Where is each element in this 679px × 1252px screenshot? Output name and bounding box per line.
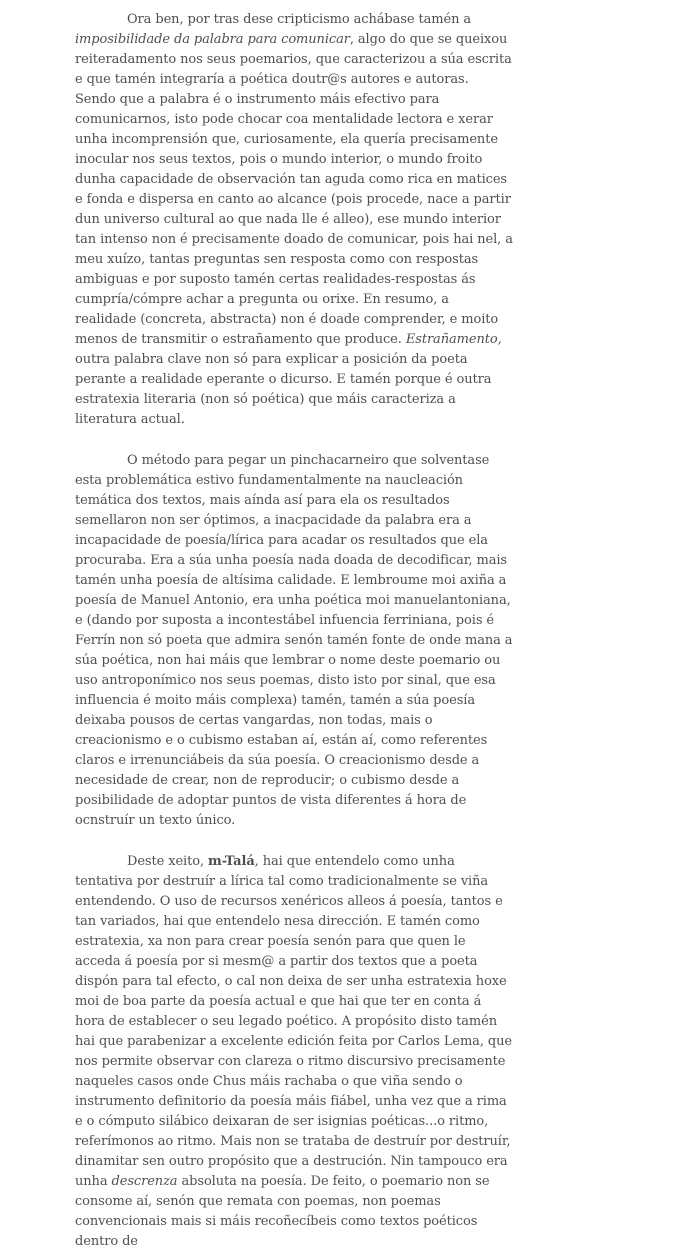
text-run-normal: O método para pegar un pinchacarneiro que solventase esta problemática estivo fundamentalmente na naucleación temática dos textos, mais aínda así para ela os resultados semellaron non ser óptimos, a inacpacidade da palabra era a incapacidade de poesía/lírica para acadar os resultados que ela procuraba. Era a súa unha poesía nada doada de decodificar, mais tamén unha poesía de altísima calidade. E lembroume moi axiña a poesía de Manuel Antonio, era unha poética moi manuelantoniana, e (dando por suposta a incontestábel infuencia ferriniana, pois é Ferrín non só poeta que admira senón tamén fonte de onde mana a súa poética, non hai máis que lembrar o nome deste poemario ou uso antroponímico nos seus poemas, disto isto por sinal, que esa influencia é moito máis complexa) tamén, tamén a súa poesía deixaba pousos de certas vangardas, non todas, mais o creacionismo e o cubismo estaban aí, están aí, como referentes claros e irrenunciábeis da súa poesía. O creacionismo desde a necesidade de crear, non de reproducir; o cubismo desde a posibilidade de adoptar puntos de vista diferentes á hora de ocnstruír un texto único.	[75, 453, 513, 828]
text-run-normal: Deste xeito,	[127, 854, 209, 869]
text-run-normal: outra palabra clave non só para explicar a posición da poeta perante a realidade eperante o dicurso. E tamén porque é outra estratexia literaria (non só poética) que máis caracteriza a literatura actual.	[75, 352, 492, 427]
text-run-normal: absoluta na poesía. De feito, o poemario non se consome aí, senón que remata con poemas, non poemas convencionais mais si máis recoñecíbeis como textos poéticos dentro de	[75, 1174, 490, 1249]
paragraph	[75, 10, 513, 430]
text-run-normal: Ora ben, por tras dese cripticismo achábase tamén a	[127, 12, 472, 27]
article-body	[75, 10, 513, 1252]
text-run-italic: descrenza	[111, 1174, 178, 1189]
paragraph	[75, 852, 513, 1252]
text-run-bold: m-Talá	[208, 854, 255, 869]
text-run-italic: imposibilidade da palabra para comunicar	[75, 32, 350, 47]
text-run-italic: Estrañamento,	[405, 332, 502, 347]
paragraph	[75, 451, 513, 831]
text-run-normal: , algo do que se queixou reiteradamento nos seus poemarios, que caracterizou a súa escrita e que tamén integraría a poética doutr@s autores e autoras. Sendo que a palabra é o instrumento máis efectivo para comunicarnos, isto pode chocar coa mentalidade lectora e xerar unha incomprensión que, curiosamente, ela quería precisamente inocular nos seus textos, pois o mundo interior, o mundo froito dunha capacidade de observación tan aguda como rica en matices e fonda e dispersa en canto ao alcance (pois procede, nace a partir dun universo cultural ao que nada lle é alleo), ese mundo interior tan intenso non é precisamente doado de comunicar, pois hai nel, a meu xuízo, tantas preguntas sen resposta como con respostas ambiguas e por suposto tamén certas realidades-respostas ás cumpría/cómpre achar a pregunta ou orixe. En resumo, a realidade (concreta, abstracta) non é doade comprender, e moito menos de transmitir o estrañamento que produce.	[75, 32, 513, 347]
text-run-normal: , hai que entendelo como unha tentativa por destruír a lírica tal como tradicionalmente se viña entendendo. O uso de recursos xenéricos alleos á poesía, tantos e tan variados, hai que entendelo nesa dirección. E tamén como estratexia, xa non para crear poesía senón para que quen le acceda á poesía por si mesm@ a partir dos textos que a poeta dispón para tal efecto, o cal non deixa de ser unha estratexia hoxe moi de boa parte da poesía actual e que hai que ter en conta á hora de establecer o seu legado poético. A propósito disto tamén hai que parabenizar a excelente edición feita por Carlos Lema, que nos permite observar con clareza o ritmo discursivo precisamente naqueles casos onde Chus máis rachaba o que viña sendo o instrumento definitorio da poesía máis fiábel, unha vez que a rima e o cómputo silábico deixaran de ser isignias poéticas...o ritmo, referímonos ao ritmo. Mais non se trataba de destruír por destruír, dinamitar sen outro propósito que a destrución. Nin tampouco era unha	[75, 854, 512, 1189]
